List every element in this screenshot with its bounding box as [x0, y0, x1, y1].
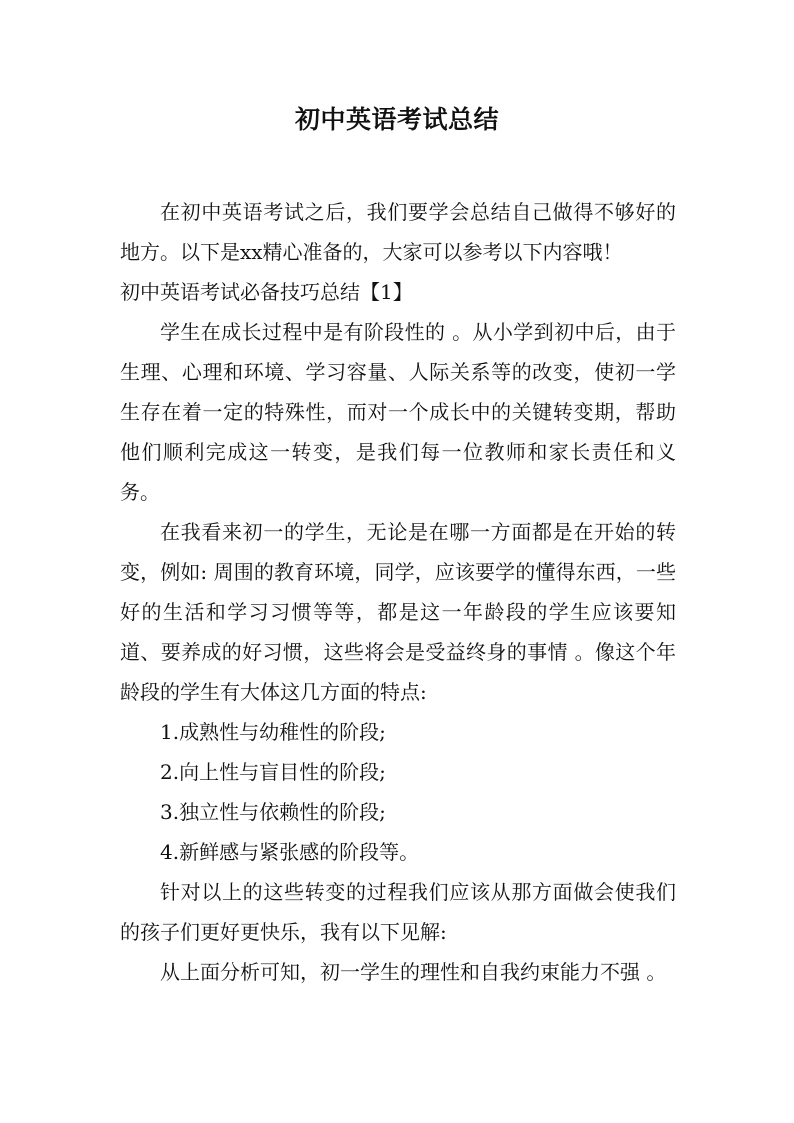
- paragraph-analysis: 从上面分析可知，初一学生的理性和自我约束能力不强 。: [160, 960, 667, 984]
- list-item: 4.新鲜感与紧张感的阶段等。: [160, 840, 420, 864]
- list-item: 2.向上性与盲目性的阶段;: [160, 760, 386, 784]
- list-item: 3.独立性与依赖性的阶段;: [160, 800, 386, 824]
- page-title: 初中英语考试总结: [294, 105, 499, 134]
- paragraph-transition: 在我看来初一的学生，无论是在哪一方面都是在开始的转变，例如: 周围的教育环境，同学，应该要学的懂得东西，一些好的生活和学习习惯等等，都是这一年龄段的学生应该要知道、要养成的好习惯，这些将会是受益终身的事情 。像这个年龄段的学生有大体这几方面的特点:: [120, 520, 676, 704]
- document-body: [120, 192, 676, 992]
- list-item: 1.成熟性与幼稚性的阶段;: [160, 720, 386, 744]
- section-heading: 初中英语考试必备技巧总结【1】: [120, 280, 413, 304]
- intro-paragraph: 在初中英语考试之后，我们要学会总结自己做得不够好的地方。以下是xx精心准备的，大家可以参考以下内容哦！: [120, 200, 676, 264]
- paragraph-views: 针对以上的这些转变的过程我们应该从那方面做会使我们的孩子们更好更快乐，我有以下见解:: [120, 880, 676, 944]
- paragraph-stage: 学生在成长过程中是有阶段性的 。从小学到初中后，由于生理、心理和环境、学习容量、人际关系等的改变，使初一学生存在着一定的特殊性，而对一个成长中的关键转变期，帮助他们顺利完成这一转变，是我们每一位教师和家长责任和义务。: [120, 320, 676, 504]
